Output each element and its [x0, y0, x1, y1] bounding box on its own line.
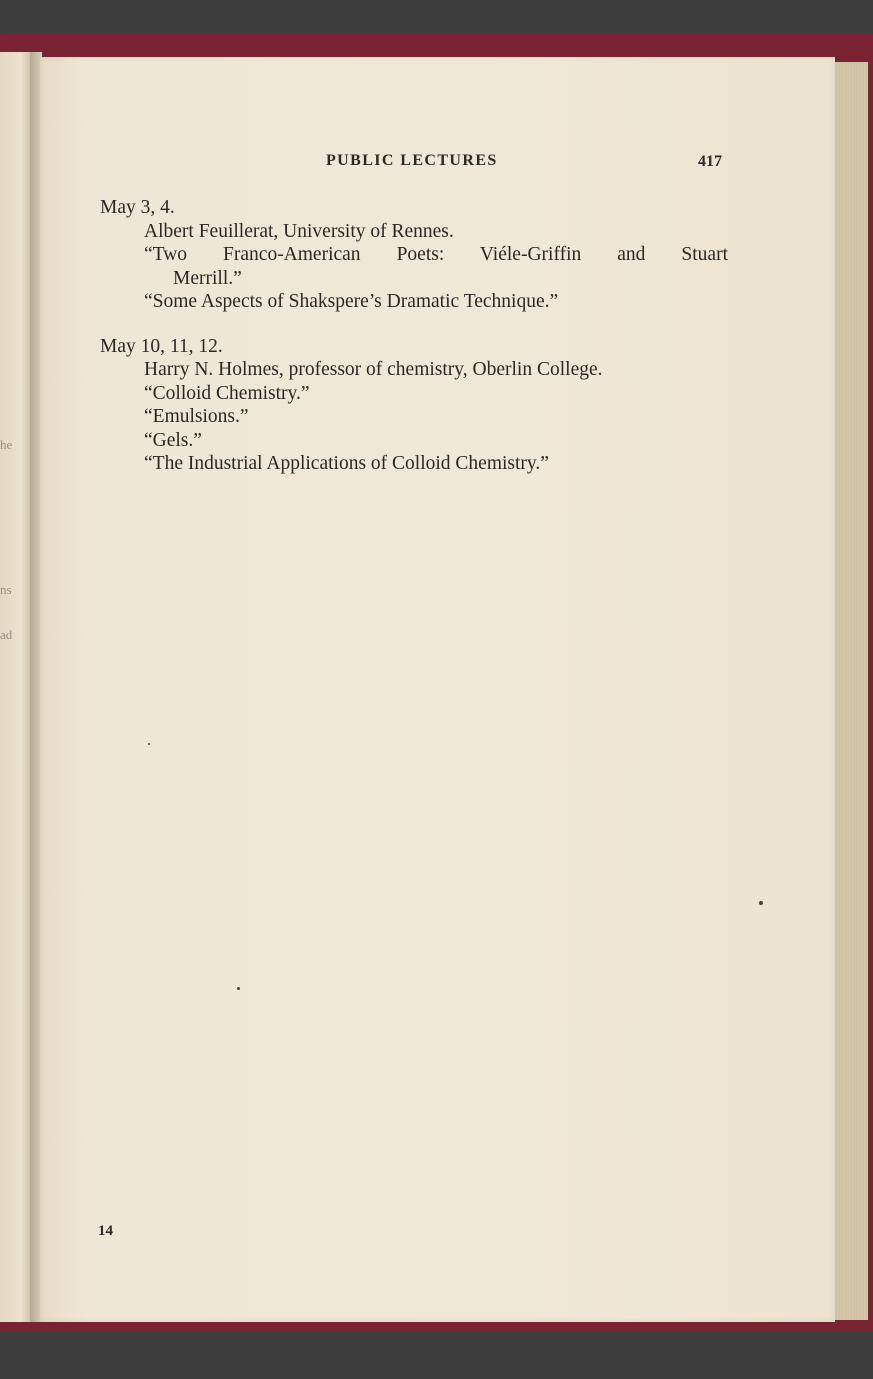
page-edges: [833, 62, 868, 1320]
entry-lecture-title: “Two Franco-American Poets: Viéle-Griffin and Stuart: [144, 244, 728, 265]
lecture-entry: [100, 335, 728, 476]
facing-page-fragment: he: [0, 437, 13, 452]
entry-lecture-title: “Colloid Chemistry.”: [144, 382, 310, 404]
folio-signature: 14: [98, 1223, 113, 1239]
paper-speck: [237, 987, 240, 990]
entry-date: May 10, 11, 12.: [100, 335, 223, 357]
entry-lecture-title: “Some Aspects of Shakspere’s Dramatic Technique.”: [144, 291, 559, 312]
entry-lecture-title: “The Industrial Applications of Colloid Chemistry.”: [144, 453, 549, 474]
paper-speck: [148, 743, 150, 745]
lecture-entry: [100, 196, 728, 314]
lecture-listing: [100, 196, 728, 497]
facing-page-fragment: ns: [0, 582, 12, 597]
paper-speck: [759, 901, 763, 905]
facing-page-edge: [0, 52, 30, 1322]
page-number: 417: [698, 153, 722, 170]
facing-page-fragment: ad: [0, 627, 13, 642]
entry-speaker: Albert Feuillerat, University of Rennes.: [144, 220, 454, 242]
entry-lecture-title: “Emulsions.”: [144, 406, 249, 427]
entry-lecture-title-continued: Merrill.”: [173, 267, 242, 289]
scan-background-bottom: [0, 1332, 873, 1379]
entry-speaker: Harry N. Holmes, professor of chemistry, Oberlin College.: [144, 359, 603, 380]
entry-lecture-title: “Gels.”: [144, 429, 202, 451]
entry-date: May 3, 4.: [100, 197, 175, 218]
running-head: PUBLIC LECTURES: [326, 152, 498, 169]
